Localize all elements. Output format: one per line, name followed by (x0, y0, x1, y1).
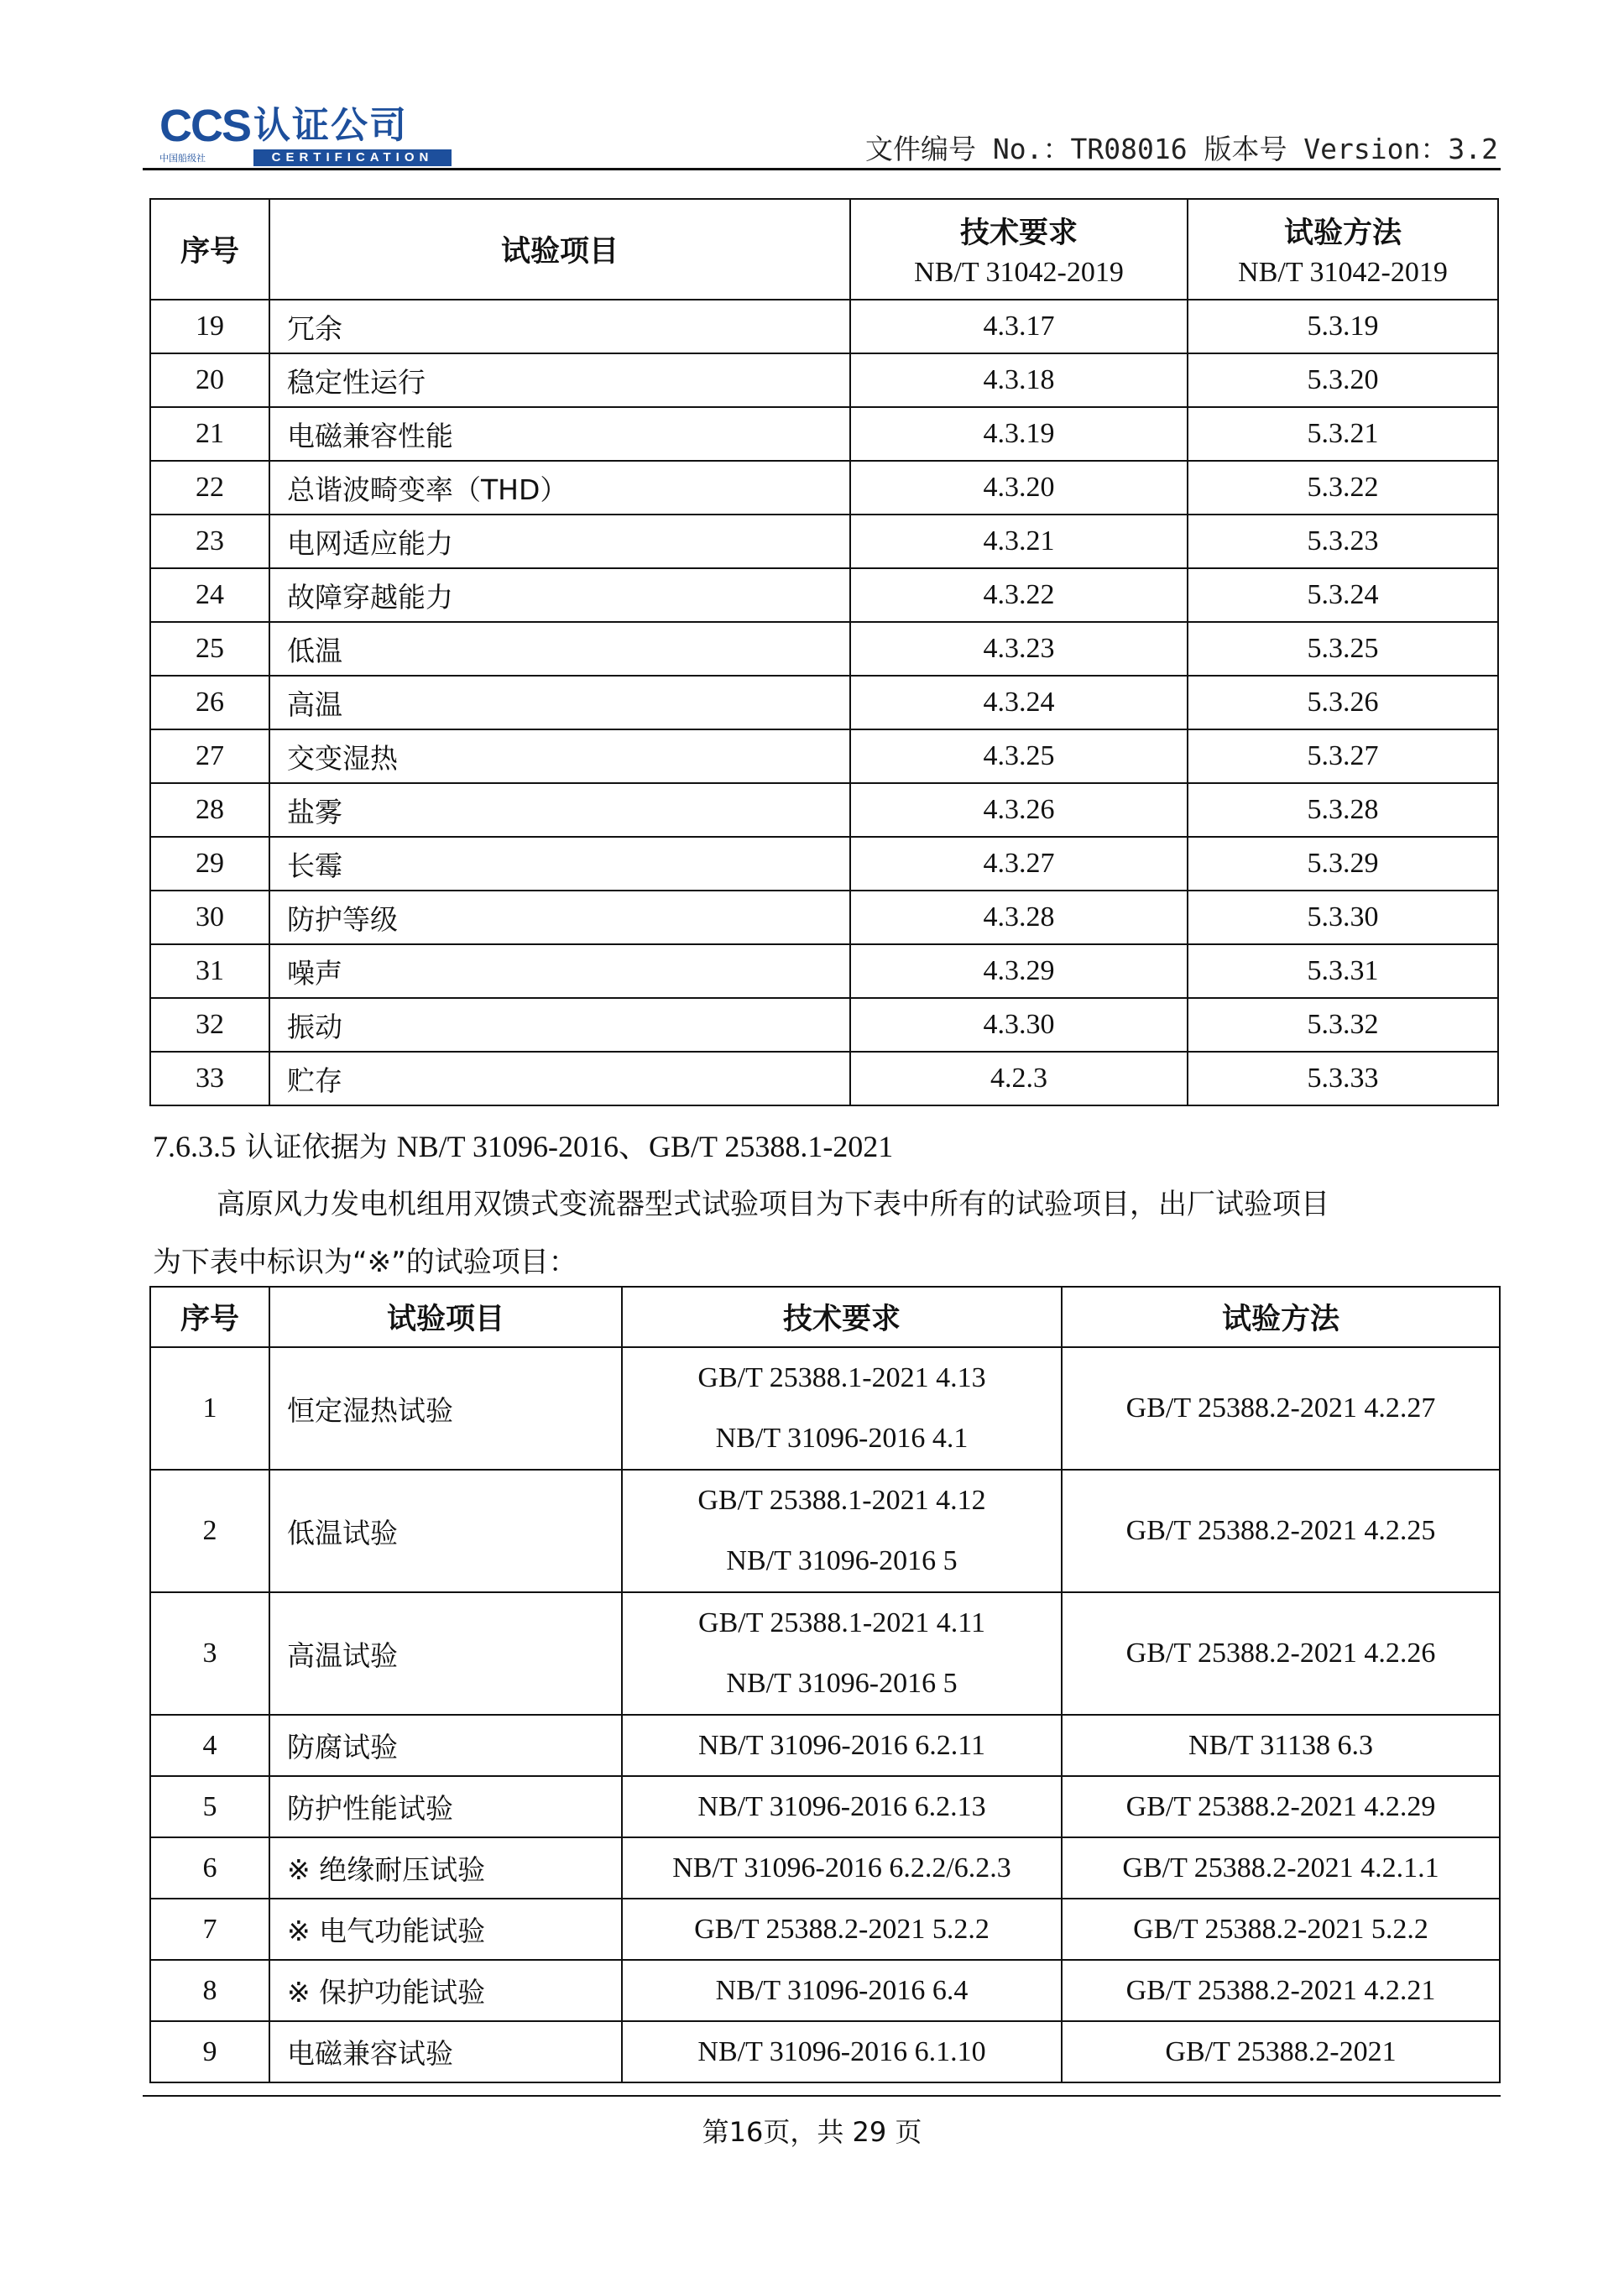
header-method-label: 试验方法 (1283, 217, 1402, 250)
row-no: 2 (150, 1470, 269, 1592)
footer-divider (143, 2095, 1501, 2097)
row-method: 5.3.26 (1188, 676, 1498, 729)
table-row (150, 1592, 1500, 1715)
section-heading (153, 1123, 893, 1166)
table-row (150, 729, 1498, 783)
logo-chinese-name: 认证公司 (253, 104, 408, 147)
row-method: GB/T 25388.2-2021 4.2.29 (1062, 1776, 1500, 1837)
table-row (150, 1715, 1500, 1776)
row-requirement-line-1: GB/T 25388.1-2021 4.12 (697, 1485, 986, 1516)
header-method (1188, 199, 1498, 300)
row-requirement (622, 1347, 1062, 1470)
row-no: 32 (150, 998, 269, 1052)
row-method: 5.3.32 (1188, 998, 1498, 1052)
header-no: 序号 (150, 199, 269, 300)
table-row (150, 1899, 1500, 1960)
row-method: 5.3.28 (1188, 783, 1498, 837)
row-method: 5.3.22 (1188, 461, 1498, 515)
row-requirement: 4.3.24 (850, 676, 1188, 729)
row-requirement: 4.2.3 (850, 1052, 1188, 1105)
table-row (150, 353, 1498, 407)
row-method: GB/T 25388.2-2021 4.2.1.1 (1062, 1837, 1500, 1899)
section-heading-standards: NB/T 31096-2016、GB/T 25388.1-2021 (396, 1130, 894, 1163)
page-number: 第16页，共 29 页 (702, 2116, 922, 2148)
row-item: 电磁兼容试验 (269, 2021, 622, 2082)
table-row (150, 2021, 1500, 2082)
row-method: GB/T 25388.2-2021 5.2.2 (1062, 1899, 1500, 1960)
row-item: 交变湿热 (269, 729, 850, 783)
row-method: 5.3.33 (1188, 1052, 1498, 1105)
row-requirement: 4.3.23 (850, 622, 1188, 676)
row-item: 防腐试验 (269, 1715, 622, 1776)
row-requirement (622, 1470, 1062, 1592)
section-paragraph-line-2: 为下表中标识为“※”的试验项目： (153, 1246, 577, 1279)
row-requirement-line-2: NB/T 31096-2016 5 (726, 1545, 958, 1576)
row-requirement: 4.3.25 (850, 729, 1188, 783)
row-requirement: 4.3.28 (850, 891, 1188, 944)
row-method: 5.3.30 (1188, 891, 1498, 944)
row-method: GB/T 25388.2-2021 4.2.21 (1062, 1960, 1500, 2021)
row-no: 29 (150, 837, 269, 891)
row-requirement-line-1: GB/T 25388.1-2021 4.13 (697, 1362, 986, 1393)
row-item: 防护性能试验 (269, 1776, 622, 1837)
row-item: 恒定湿热试验 (269, 1347, 622, 1470)
table-header-row (150, 1287, 1500, 1347)
table-row (150, 944, 1498, 998)
row-requirement: NB/T 31096-2016 6.4 (622, 1960, 1062, 2021)
table-row (150, 891, 1498, 944)
header-requirement (850, 199, 1188, 300)
table-row (150, 783, 1498, 837)
row-item: 故障穿越能力 (269, 568, 850, 622)
row-requirement: NB/T 31096-2016 6.1.10 (622, 2021, 1062, 2082)
section-paragraph-line-1: 高原风力发电机组用双馈式变流器型式试验项目为下表中所有的试验项目，出厂试验项目 (217, 1188, 1329, 1221)
row-item: 贮存 (269, 1052, 850, 1105)
row-no: 31 (150, 944, 269, 998)
row-requirement-line-2: NB/T 31096-2016 4.1 (715, 1423, 969, 1454)
row-item: 总谐波畸变率（THD） (269, 461, 850, 515)
row-item: ※ 绝缘耐压试验 (269, 1837, 622, 1899)
row-no: 4 (150, 1715, 269, 1776)
section-heading-text: 认证依据为 (244, 1131, 388, 1164)
row-method: NB/T 31138 6.3 (1062, 1715, 1500, 1776)
row-item: 长霉 (269, 837, 850, 891)
row-requirement: 4.3.20 (850, 461, 1188, 515)
row-requirement: 4.3.17 (850, 300, 1188, 353)
header-method-standard: NB/T 31042-2019 (1238, 257, 1448, 288)
row-no: 22 (150, 461, 269, 515)
row-requirement-line-1: GB/T 25388.1-2021 4.11 (698, 1607, 985, 1638)
row-no: 33 (150, 1052, 269, 1105)
row-no: 27 (150, 729, 269, 783)
row-no: 26 (150, 676, 269, 729)
table-row (150, 515, 1498, 568)
table-header-row (150, 199, 1498, 300)
row-requirement: NB/T 31096-2016 6.2.2/6.2.3 (622, 1837, 1062, 1899)
header-divider (143, 168, 1501, 170)
ccs-certification-logo (159, 101, 462, 168)
table-row (150, 1470, 1500, 1592)
row-item: 电磁兼容性能 (269, 407, 850, 461)
row-item: 高温试验 (269, 1592, 622, 1715)
row-no: 24 (150, 568, 269, 622)
row-requirement: NB/T 31096-2016 6.2.13 (622, 1776, 1062, 1837)
row-method: 5.3.24 (1188, 568, 1498, 622)
table-row (150, 461, 1498, 515)
row-method: GB/T 25388.2-2021 4.2.26 (1062, 1592, 1500, 1715)
row-requirement: GB/T 25388.2-2021 5.2.2 (622, 1899, 1062, 1960)
row-no: 25 (150, 622, 269, 676)
row-method: 5.3.25 (1188, 622, 1498, 676)
row-item: 低温试验 (269, 1470, 622, 1592)
logo-subtitle: 中国船级社 (159, 153, 206, 164)
section-number: 7.6.3.5 (153, 1130, 236, 1163)
row-no: 1 (150, 1347, 269, 1470)
row-item: 电网适应能力 (269, 515, 850, 568)
row-method: 5.3.31 (1188, 944, 1498, 998)
row-item: 盐雾 (269, 783, 850, 837)
row-item: 低温 (269, 622, 850, 676)
row-no: 20 (150, 353, 269, 407)
logo-mark: CCS (159, 101, 251, 151)
row-method: 5.3.29 (1188, 837, 1498, 891)
table-row (150, 1960, 1500, 2021)
test-items-table-1 (149, 198, 1499, 1106)
row-item: ※ 电气功能试验 (269, 1899, 622, 1960)
row-no: 23 (150, 515, 269, 568)
row-item: 冗余 (269, 300, 850, 353)
row-no: 28 (150, 783, 269, 837)
table-row (150, 622, 1498, 676)
row-method: 5.3.19 (1188, 300, 1498, 353)
table-row (150, 300, 1498, 353)
header-item: 试验项目 (269, 199, 850, 300)
table-row (150, 837, 1498, 891)
table-row (150, 407, 1498, 461)
row-requirement: NB/T 31096-2016 6.2.11 (622, 1715, 1062, 1776)
row-no: 21 (150, 407, 269, 461)
row-requirement: 4.3.19 (850, 407, 1188, 461)
row-item: 振动 (269, 998, 850, 1052)
row-item: 噪声 (269, 944, 850, 998)
header-no: 序号 (150, 1287, 269, 1347)
row-requirement (622, 1592, 1062, 1715)
row-method: GB/T 25388.2-2021 4.2.25 (1062, 1470, 1500, 1592)
row-item: 防护等级 (269, 891, 850, 944)
table-row (150, 1776, 1500, 1837)
header-requirement-label: 技术要求 (959, 217, 1078, 250)
row-requirement: 4.3.30 (850, 998, 1188, 1052)
row-no: 7 (150, 1899, 269, 1960)
header-requirement: 技术要求 (622, 1287, 1062, 1347)
row-method: 5.3.20 (1188, 353, 1498, 407)
table-row (150, 568, 1498, 622)
header-item: 试验项目 (269, 1287, 622, 1347)
row-item: 稳定性运行 (269, 353, 850, 407)
row-no: 6 (150, 1837, 269, 1899)
row-method: 5.3.23 (1188, 515, 1498, 568)
row-requirement: 4.3.29 (850, 944, 1188, 998)
row-no: 8 (150, 1960, 269, 2021)
row-method: 5.3.27 (1188, 729, 1498, 783)
row-requirement: 4.3.26 (850, 783, 1188, 837)
row-item: 高温 (269, 676, 850, 729)
row-requirement-line-2: NB/T 31096-2016 5 (726, 1668, 958, 1699)
table-row (150, 1837, 1500, 1899)
logo-english-name: CERTIFICATION (253, 149, 452, 166)
row-requirement: 4.3.27 (850, 837, 1188, 891)
row-requirement: 4.3.22 (850, 568, 1188, 622)
row-no: 5 (150, 1776, 269, 1837)
row-method: GB/T 25388.2-2021 4.2.27 (1062, 1347, 1500, 1470)
row-no: 3 (150, 1592, 269, 1715)
row-no: 9 (150, 2021, 269, 2082)
header-requirement-standard: NB/T 31042-2019 (914, 257, 1124, 288)
row-no: 30 (150, 891, 269, 944)
table-row (150, 1347, 1500, 1470)
row-item: ※ 保护功能试验 (269, 1960, 622, 2021)
test-items-table-2 (149, 1286, 1501, 2083)
table-row (150, 676, 1498, 729)
table-row (150, 998, 1498, 1052)
row-requirement: 4.3.18 (850, 353, 1188, 407)
row-method: 5.3.21 (1188, 407, 1498, 461)
row-requirement: 4.3.21 (850, 515, 1188, 568)
table-row (150, 1052, 1498, 1105)
row-no: 19 (150, 300, 269, 353)
document-number: 文件编号 No.：TR08016 版本号 Version：3.2 (865, 133, 1498, 165)
row-method: GB/T 25388.2-2021 (1062, 2021, 1500, 2082)
header-method: 试验方法 (1062, 1287, 1500, 1347)
